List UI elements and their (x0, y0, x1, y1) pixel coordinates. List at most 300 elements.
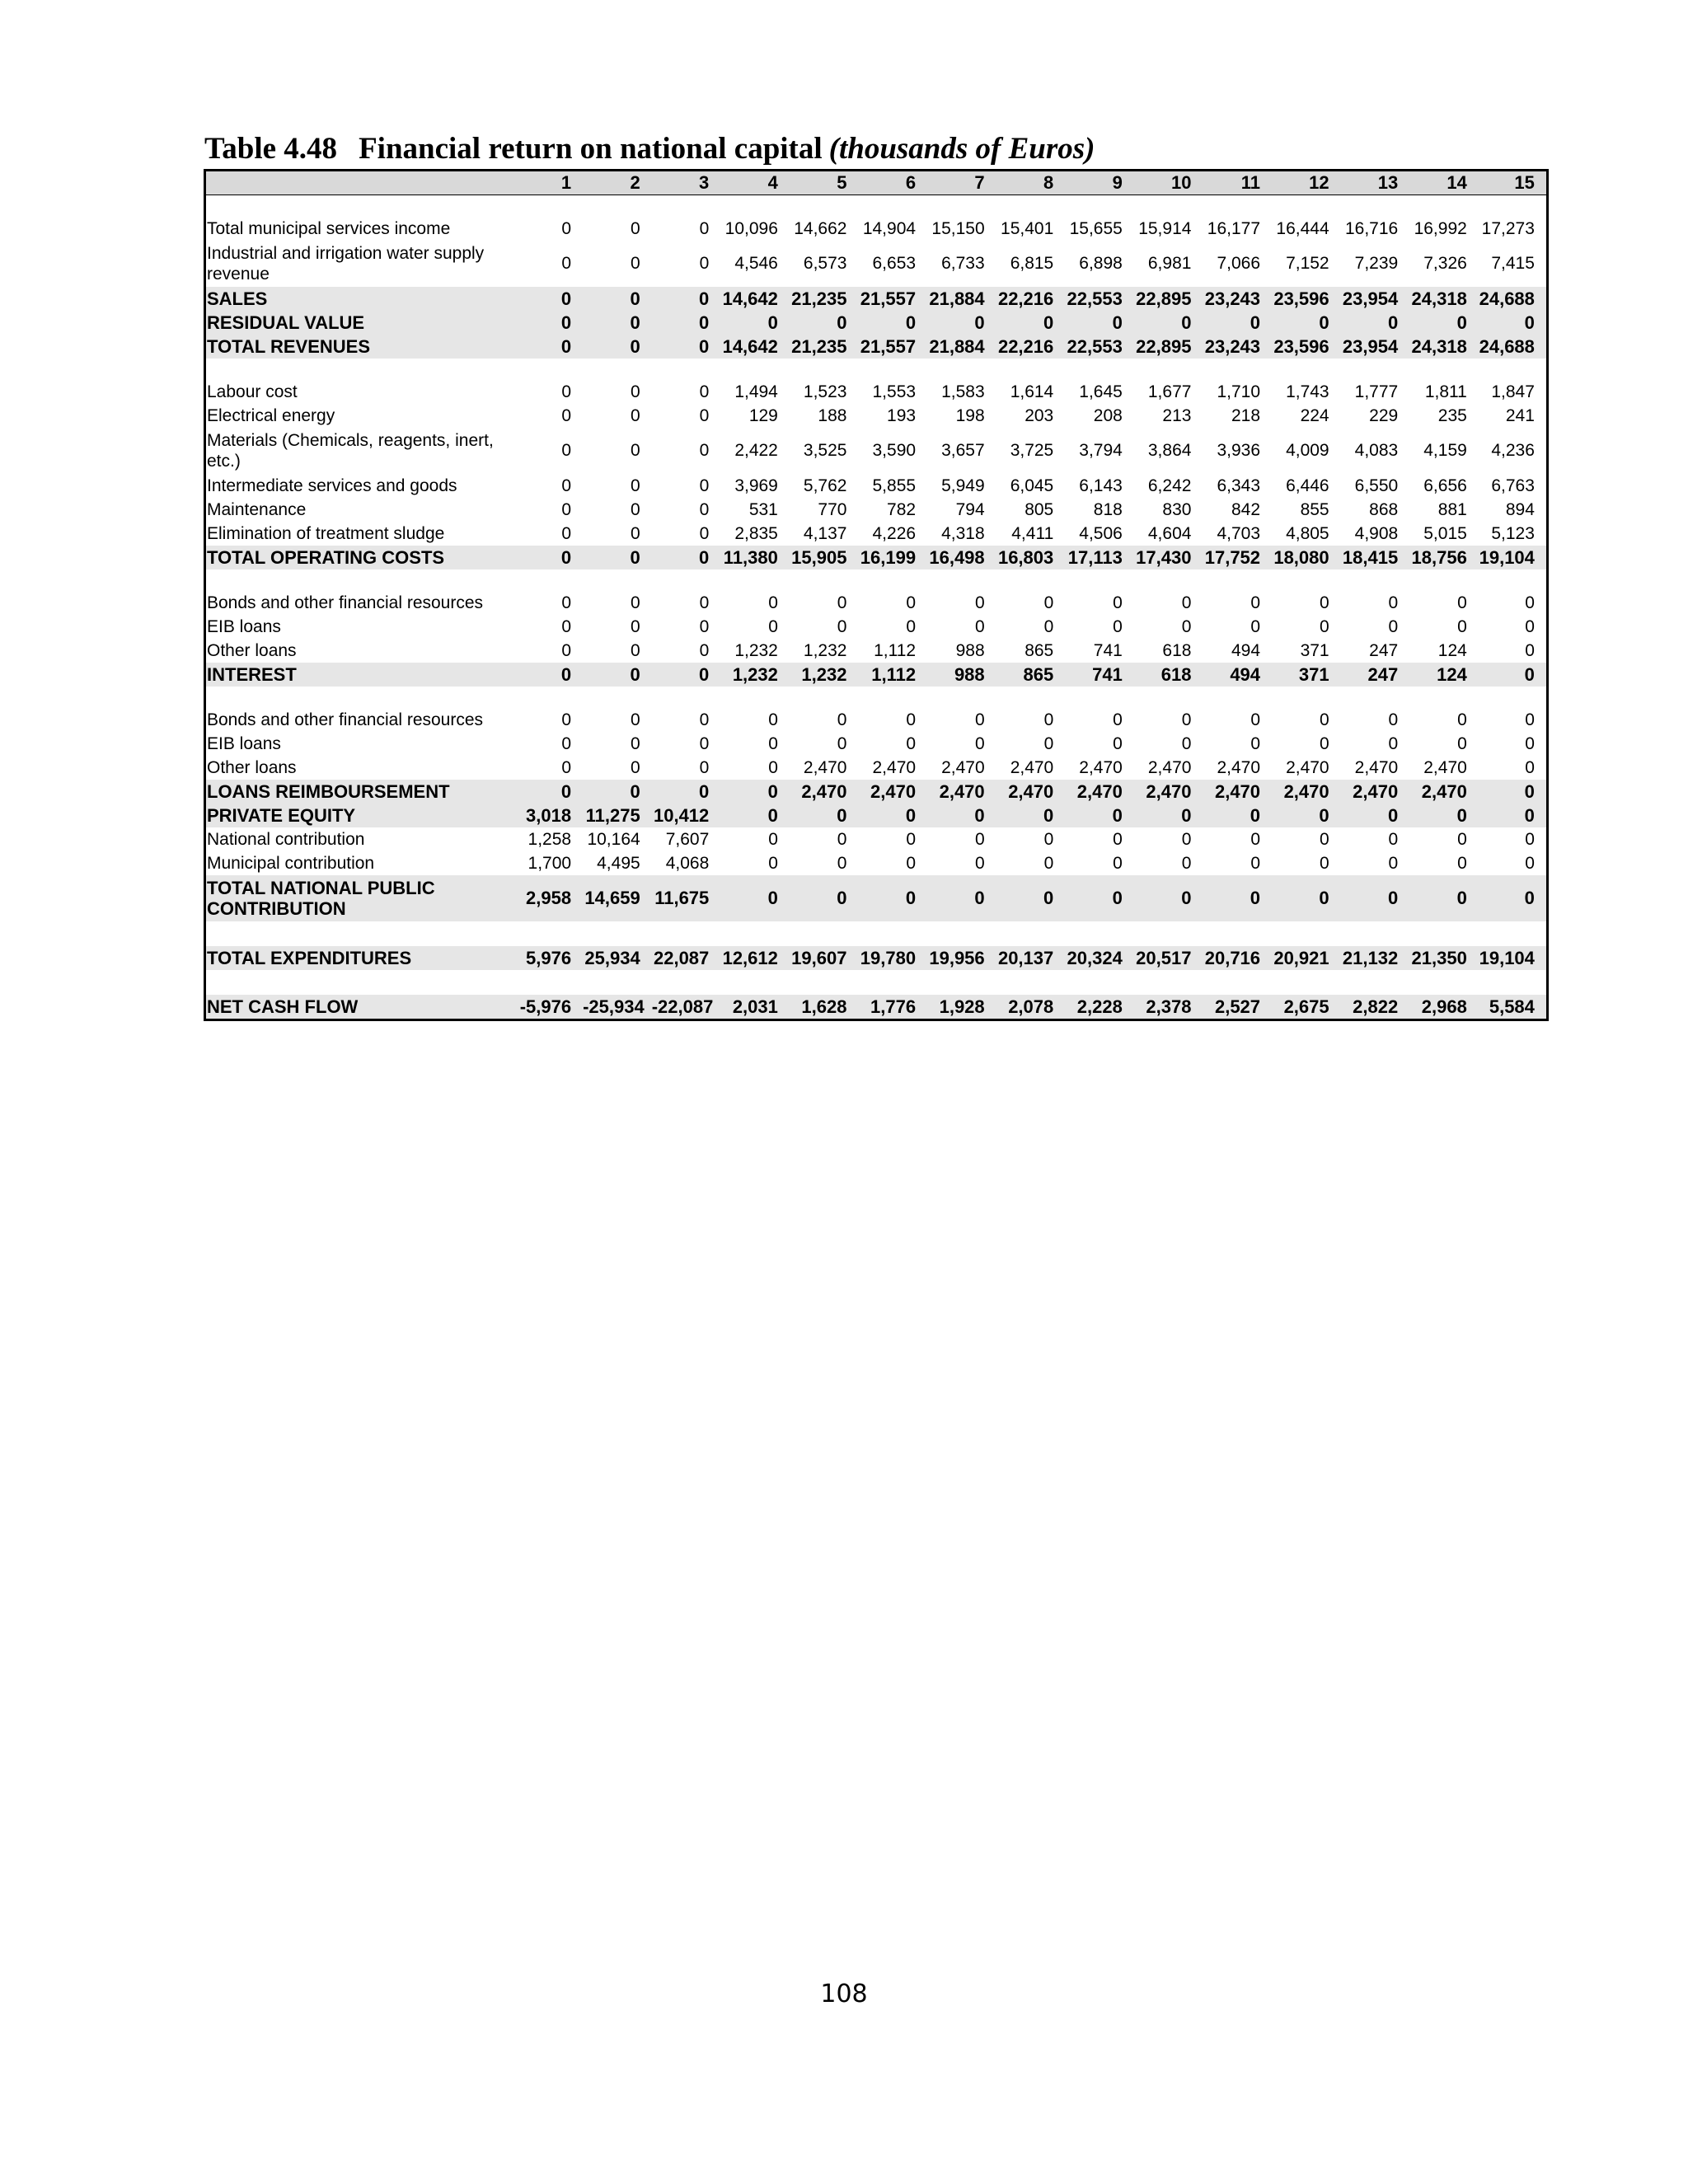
value-cell: 0 (1065, 804, 1134, 827)
value-cell: 2,228 (1065, 995, 1134, 1020)
value-cell: 19,956 (927, 946, 996, 970)
column-header-year: 2 (583, 171, 652, 195)
value-cell: 11,380 (720, 546, 790, 569)
value-cell: 0 (1113, 593, 1123, 612)
spacer-row (205, 687, 1548, 708)
column-header-year: 15 (1479, 171, 1548, 195)
value-cell: 0 (1250, 853, 1261, 873)
value-cell: 7,607 (665, 829, 710, 849)
value-cell: 5,949 (941, 476, 985, 495)
value-cell: 0 (561, 523, 572, 543)
value-cell: -22,087 (652, 995, 721, 1020)
value-cell: 842 (1231, 499, 1261, 519)
value-cell: 0 (720, 804, 790, 827)
value-cell: 16,444 (1276, 218, 1329, 238)
value-cell: 15,401 (1001, 218, 1054, 238)
value-cell: 7,066 (1217, 254, 1261, 273)
value-cell: 881 (1437, 499, 1467, 519)
table-number: Table 4.48 (204, 132, 338, 166)
value-cell: 3,864 (1147, 441, 1192, 460)
table-row (205, 851, 1548, 875)
table-total-row (205, 546, 1548, 569)
table-row (205, 474, 1548, 498)
value-cell: 0 (1457, 853, 1467, 873)
value-cell: 20,921 (1272, 946, 1341, 970)
value-cell: 770 (818, 499, 847, 519)
value-cell: 1,710 (1217, 382, 1261, 401)
value-cell: 224 (1300, 405, 1329, 425)
spacer-row (205, 195, 1548, 218)
value-cell: 0 (1250, 733, 1261, 753)
value-cell: 0 (974, 593, 985, 612)
value-cell: 0 (1113, 853, 1123, 873)
value-cell: 0 (1043, 593, 1054, 612)
value-cell: 1,645 (1079, 382, 1123, 401)
value-cell: 0 (768, 733, 778, 753)
value-cell: 0 (514, 546, 584, 569)
column-header-year: 12 (1272, 171, 1341, 195)
value-cell: 4,159 (1423, 441, 1467, 460)
value-cell: 198 (955, 405, 985, 425)
value-cell: 2,470 (1134, 780, 1203, 804)
value-cell: 4,546 (734, 254, 778, 273)
value-cell: 0 (1250, 829, 1261, 849)
value-cell: 618 (1134, 663, 1203, 687)
value-cell: 3,969 (734, 476, 778, 495)
column-header-year: 7 (927, 171, 996, 195)
value-cell: 0 (1457, 616, 1467, 636)
value-cell: 0 (631, 218, 640, 238)
value-cell: 0 (790, 311, 859, 335)
value-cell: 0 (583, 287, 652, 311)
value-cell: 0 (699, 710, 710, 729)
value-cell: 16,803 (996, 546, 1066, 569)
table-total-row (205, 780, 1548, 804)
value-cell: 0 (927, 875, 996, 921)
value-cell: 5,976 (514, 946, 584, 970)
value-cell: 0 (974, 829, 985, 849)
value-cell: 21,557 (858, 287, 927, 311)
value-cell: 0 (1319, 616, 1329, 636)
value-cell: 1,583 (941, 382, 985, 401)
value-cell: 0 (561, 218, 572, 238)
value-cell: -5,976 (514, 995, 584, 1020)
value-cell: 0 (699, 640, 710, 660)
value-cell: 0 (1525, 640, 1535, 660)
value-cell: 0 (906, 829, 917, 849)
value-cell: 0 (1319, 829, 1329, 849)
row-label: Industrial and irrigation water supply revenue (207, 244, 485, 284)
row-label: Other loans (207, 758, 297, 777)
value-cell: 4,604 (1147, 523, 1192, 543)
value-cell: 14,662 (794, 218, 847, 238)
value-cell: 23,243 (1203, 335, 1272, 359)
value-cell: 0 (837, 616, 847, 636)
value-cell: 0 (1388, 733, 1399, 753)
value-cell: 2,470 (1203, 780, 1272, 804)
page-number: 108 (820, 1980, 868, 2008)
table-row (205, 522, 1548, 546)
column-header-year: 14 (1409, 171, 1479, 195)
value-cell: 2,470 (803, 757, 847, 777)
value-cell: 19,780 (858, 946, 927, 970)
value-cell: 0 (652, 780, 721, 804)
value-cell: 894 (1505, 499, 1535, 519)
value-cell: 0 (1479, 875, 1548, 921)
value-cell: 0 (631, 523, 640, 543)
value-cell: 3,018 (514, 804, 584, 827)
value-cell: 0 (699, 441, 710, 460)
value-cell: 5,762 (803, 476, 847, 495)
value-cell: 0 (514, 311, 584, 335)
value-cell: 188 (818, 405, 847, 425)
value-cell: 1,494 (734, 382, 778, 401)
value-cell: 2,675 (1272, 995, 1341, 1020)
table-row (205, 732, 1548, 756)
value-cell: 4,068 (665, 853, 710, 873)
value-cell: 0 (652, 663, 721, 687)
value-cell: 6,815 (1010, 254, 1054, 273)
header-blank-cell (205, 171, 514, 195)
value-cell: 782 (887, 499, 917, 519)
value-cell: 2,470 (1065, 780, 1134, 804)
column-header-year: 5 (790, 171, 859, 195)
value-cell: 208 (1093, 405, 1123, 425)
value-cell: -25,934 (583, 995, 652, 1020)
value-cell: 0 (631, 405, 640, 425)
value-cell: 5,123 (1491, 523, 1535, 543)
table-total-row (205, 311, 1548, 335)
value-cell: 0 (631, 757, 640, 777)
value-cell: 0 (561, 757, 572, 777)
value-cell: 2,968 (1409, 995, 1479, 1020)
value-cell: 10,412 (652, 804, 721, 827)
value-cell: 22,553 (1065, 287, 1134, 311)
value-cell: 0 (1113, 710, 1123, 729)
row-label: INTEREST (205, 663, 514, 687)
value-cell: 0 (1388, 853, 1399, 873)
value-cell: 1,232 (734, 640, 778, 660)
value-cell: 218 (1231, 405, 1261, 425)
value-cell: 0 (561, 441, 572, 460)
table-total-row (205, 663, 1548, 687)
value-cell: 0 (1043, 616, 1054, 636)
value-cell: 16,498 (927, 546, 996, 569)
value-cell: 0 (837, 829, 847, 849)
value-cell: 18,080 (1272, 546, 1341, 569)
value-cell: 0 (906, 710, 917, 729)
value-cell: 4,137 (803, 523, 847, 543)
value-cell: 22,087 (652, 946, 721, 970)
value-cell: 0 (1065, 311, 1134, 335)
value-cell: 0 (514, 335, 584, 359)
value-cell: 7,239 (1354, 254, 1399, 273)
row-label: TOTAL NATIONAL PUBLIC CONTRIBUTION (205, 875, 514, 921)
value-cell: 2,470 (1409, 780, 1479, 804)
value-cell: 0 (1272, 311, 1341, 335)
value-cell: 15,150 (931, 218, 985, 238)
value-cell: 235 (1437, 405, 1467, 425)
table-header-row (205, 171, 1548, 195)
value-cell: 0 (631, 616, 640, 636)
value-cell: 10,096 (724, 218, 778, 238)
value-cell: 0 (699, 523, 710, 543)
value-cell: 0 (1113, 733, 1123, 753)
value-cell: 0 (631, 710, 640, 729)
value-cell: 0 (631, 254, 640, 273)
value-cell: 0 (974, 616, 985, 636)
value-cell: 1,777 (1354, 382, 1399, 401)
value-cell: 0 (652, 287, 721, 311)
value-cell: 0 (699, 476, 710, 495)
value-cell: 16,716 (1344, 218, 1399, 238)
value-cell: 1,553 (872, 382, 917, 401)
value-cell: 16,177 (1207, 218, 1261, 238)
value-cell: 0 (1319, 710, 1329, 729)
value-cell: 2,470 (1079, 757, 1123, 777)
value-cell: 0 (1181, 853, 1192, 873)
value-cell: 0 (790, 804, 859, 827)
row-label: LOANS REIMBOURSEMENT (205, 780, 514, 804)
value-cell: 2,470 (790, 780, 859, 804)
value-cell: 247 (1341, 663, 1410, 687)
spacer-row (205, 569, 1548, 591)
value-cell: 0 (561, 733, 572, 753)
value-cell: 0 (561, 254, 572, 273)
value-cell: 14,904 (862, 218, 917, 238)
value-cell: 2,470 (927, 780, 996, 804)
value-cell: 0 (1525, 829, 1535, 849)
value-cell: 0 (1272, 875, 1341, 921)
value-cell: 0 (1479, 311, 1548, 335)
value-cell: 1,232 (790, 663, 859, 687)
value-cell: 23,954 (1341, 335, 1410, 359)
value-cell: 0 (1113, 616, 1123, 636)
value-cell: 0 (720, 875, 790, 921)
value-cell: 3,794 (1079, 441, 1123, 460)
value-cell: 1,628 (790, 995, 859, 1020)
value-cell: 371 (1272, 663, 1341, 687)
value-cell: 0 (699, 733, 710, 753)
value-cell: 0 (1319, 853, 1329, 873)
column-header-year: 1 (514, 171, 584, 195)
value-cell: 0 (1250, 616, 1261, 636)
value-cell: 241 (1505, 405, 1535, 425)
value-cell: 0 (906, 616, 917, 636)
value-cell: 618 (1162, 640, 1192, 660)
value-cell: 1,232 (803, 640, 847, 660)
value-cell: 17,113 (1065, 546, 1134, 569)
value-cell: 124 (1409, 663, 1479, 687)
table-total-row (205, 995, 1548, 1020)
value-cell: 1,700 (528, 853, 572, 873)
row-label: TOTAL REVENUES (205, 335, 514, 359)
row-label: RESIDUAL VALUE (205, 311, 514, 335)
value-cell: 0 (583, 311, 652, 335)
value-cell: 0 (561, 640, 572, 660)
value-cell: 4,083 (1354, 441, 1399, 460)
value-cell: 1,232 (720, 663, 790, 687)
value-cell: 371 (1300, 640, 1329, 660)
value-cell: 0 (1388, 710, 1399, 729)
value-cell: 4,009 (1286, 441, 1329, 460)
value-cell: 805 (1025, 499, 1054, 519)
value-cell: 0 (1203, 311, 1272, 335)
value-cell: 14,659 (583, 875, 652, 921)
value-cell: 0 (1388, 593, 1399, 612)
value-cell: 4,805 (1286, 523, 1329, 543)
value-cell: 15,905 (790, 546, 859, 569)
value-cell: 0 (699, 254, 710, 273)
value-cell: 1,112 (874, 640, 917, 660)
value-cell: 0 (1341, 804, 1410, 827)
value-cell: 0 (1250, 593, 1261, 612)
value-cell: 3,590 (872, 441, 917, 460)
value-cell: 0 (1113, 829, 1123, 849)
value-cell: 2,470 (1010, 757, 1054, 777)
column-header-year: 6 (858, 171, 927, 195)
value-cell: 0 (699, 593, 710, 612)
column-header-year: 13 (1341, 171, 1410, 195)
value-cell: 6,343 (1217, 476, 1261, 495)
value-cell: 3,936 (1217, 441, 1261, 460)
value-cell: 6,550 (1354, 476, 1399, 495)
value-cell: 0 (699, 757, 710, 777)
value-cell: 0 (720, 780, 790, 804)
value-cell: 7,152 (1286, 254, 1329, 273)
table-row (205, 756, 1548, 780)
value-cell: 20,324 (1065, 946, 1134, 970)
value-cell: 865 (996, 663, 1066, 687)
value-cell: 0 (858, 804, 927, 827)
value-cell: 0 (561, 593, 572, 612)
value-cell: 22,553 (1065, 335, 1134, 359)
spacer-row (205, 970, 1548, 995)
value-cell: 21,557 (858, 335, 927, 359)
value-cell: 20,517 (1134, 946, 1203, 970)
value-cell: 4,495 (597, 853, 640, 873)
table-row (205, 380, 1548, 404)
spacer-cell (205, 921, 1548, 946)
value-cell: 23,954 (1341, 287, 1410, 311)
value-cell: 15,914 (1138, 218, 1192, 238)
value-cell: 0 (1250, 710, 1261, 729)
row-label: Elimination of treatment sludge (207, 524, 445, 543)
value-cell: 0 (631, 640, 640, 660)
value-cell: 6,045 (1010, 476, 1054, 495)
value-cell: 0 (996, 311, 1066, 335)
spacer-row (205, 921, 1548, 946)
table-total-row (205, 946, 1548, 970)
value-cell: 0 (1319, 593, 1329, 612)
value-cell: 0 (1134, 804, 1203, 827)
spacer-cell (205, 359, 1548, 380)
value-cell: 0 (858, 311, 927, 335)
value-cell: 0 (927, 804, 996, 827)
row-label: Intermediate services and goods (207, 476, 457, 495)
value-cell: 794 (955, 499, 985, 519)
value-cell: 0 (790, 875, 859, 921)
value-cell: 0 (1479, 780, 1548, 804)
value-cell: 213 (1162, 405, 1192, 425)
value-cell: 0 (652, 335, 721, 359)
value-cell: 0 (1043, 853, 1054, 873)
value-cell: 0 (768, 757, 778, 777)
value-cell: 18,415 (1341, 546, 1410, 569)
table-row (205, 639, 1548, 663)
value-cell: 22,216 (996, 335, 1066, 359)
value-cell: 4,506 (1079, 523, 1123, 543)
value-cell: 0 (561, 382, 572, 401)
value-cell: 0 (1409, 875, 1479, 921)
value-cell: 22,216 (996, 287, 1066, 311)
value-cell: 0 (1203, 804, 1272, 827)
value-cell: 0 (974, 853, 985, 873)
table-row (205, 591, 1548, 615)
value-cell: 0 (652, 546, 721, 569)
value-cell: 0 (561, 616, 572, 636)
spacer-cell (205, 687, 1548, 708)
value-cell: 741 (1065, 663, 1134, 687)
value-cell: 21,884 (927, 287, 996, 311)
value-cell: 2,470 (1354, 757, 1399, 777)
row-label: EIB loans (207, 734, 281, 753)
value-cell: 4,226 (872, 523, 917, 543)
column-header-year: 9 (1065, 171, 1134, 195)
value-cell: 2,470 (872, 757, 917, 777)
value-cell: 247 (1369, 640, 1399, 660)
value-cell: 531 (748, 499, 778, 519)
value-cell: 0 (699, 382, 710, 401)
value-cell: 0 (561, 499, 572, 519)
value-cell: 19,104 (1479, 546, 1548, 569)
value-cell: 2,422 (734, 441, 778, 460)
value-cell: 1,112 (858, 663, 927, 687)
table-row (205, 827, 1548, 851)
value-cell: 0 (1525, 853, 1535, 873)
value-cell: 2,470 (1147, 757, 1192, 777)
table-row (205, 615, 1548, 639)
value-cell: 21,235 (790, 335, 859, 359)
value-cell: 0 (974, 733, 985, 753)
value-cell: 0 (927, 311, 996, 335)
value-cell: 16,992 (1414, 218, 1467, 238)
row-label: Other loans (207, 641, 297, 660)
spacer-row (205, 359, 1548, 380)
value-cell: 0 (1525, 593, 1535, 612)
value-cell: 0 (974, 710, 985, 729)
value-cell: 0 (561, 476, 572, 495)
value-cell: 0 (768, 853, 778, 873)
value-cell: 0 (837, 733, 847, 753)
value-cell: 0 (768, 593, 778, 612)
column-header-year: 10 (1134, 171, 1203, 195)
value-cell: 0 (631, 382, 640, 401)
value-cell: 4,318 (941, 523, 985, 543)
value-cell: 0 (631, 476, 640, 495)
table-row (205, 428, 1548, 474)
value-cell: 0 (906, 733, 917, 753)
value-cell: 12,612 (720, 946, 790, 970)
table-total-row (205, 335, 1548, 359)
value-cell: 0 (837, 593, 847, 612)
table-unit: (thousands of Euros) (828, 132, 1095, 166)
value-cell: 988 (927, 663, 996, 687)
spacer-cell (205, 195, 1548, 218)
value-cell: 1,847 (1491, 382, 1535, 401)
value-cell: 868 (1369, 499, 1399, 519)
financial-return-table (204, 169, 1549, 1021)
